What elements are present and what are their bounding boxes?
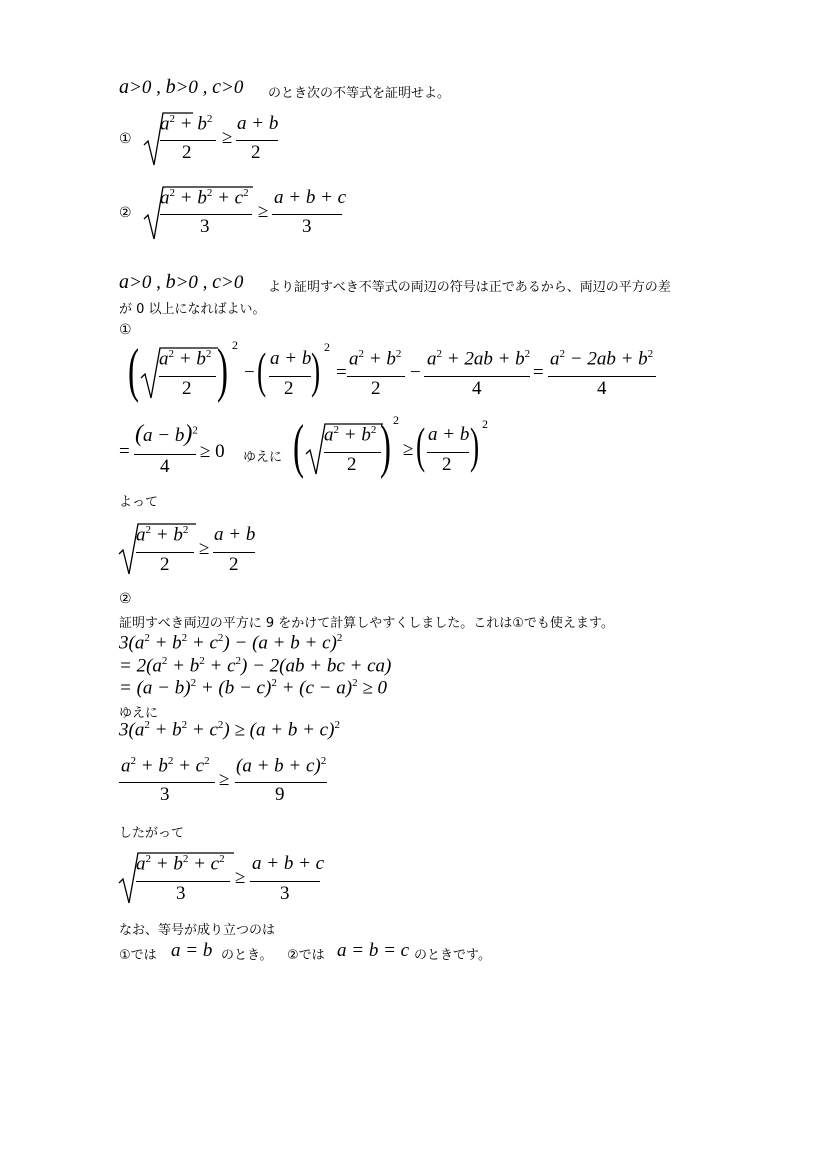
- problem-instruction: のとき次の不等式を証明せよ。: [268, 86, 451, 101]
- part2-line4: $3(a^2 + b^2 + c^2) \ge (a + b + c)^2$: [119, 719, 340, 741]
- intro-line-2: が 0 以上になればよい。: [119, 302, 266, 317]
- part2-line1: $3(a^2 + b^2 + c^2) - (a + b + c)^2$: [119, 632, 343, 654]
- item-marker-1: ①: [119, 131, 132, 147]
- shitagatte-label: したがって: [119, 826, 185, 841]
- solution-condition: a>0 , b>0 , c>0: [119, 271, 244, 293]
- item-marker-2: ②: [119, 205, 132, 221]
- part2-note: 証明すべき両辺の平方に 9 をかけて計算しやすくしました。これは①でも使えます。: [119, 616, 614, 631]
- equality-case1-label: ①では: [119, 948, 157, 963]
- equality-case1-math: a = b: [171, 940, 213, 961]
- equality-intro: なお、等号が成り立つのは: [119, 923, 276, 938]
- equality-case1-tail: のとき。: [221, 948, 273, 963]
- intro-line-1: より証明すべき不等式の両辺の符号は正であるから、両辺の平方の差: [268, 280, 671, 295]
- equality-case2-math: a = b = c: [337, 940, 410, 961]
- part2-line3: = $(a - b)^2 + (b - c)^2 + (c - a)^2 \ge 0$: [119, 677, 387, 699]
- equality-case2-label: ②では: [287, 948, 325, 963]
- part1-marker: ①: [119, 322, 132, 338]
- problem-condition: a>0 , b>0 , c>0: [119, 76, 244, 98]
- part2-yueni: ゆえに: [119, 706, 159, 721]
- yueni-label: ゆえに: [243, 450, 283, 465]
- yotte-label: よって: [119, 495, 159, 510]
- part2-marker: ②: [119, 591, 132, 607]
- equality-case2-tail: のときです。: [414, 948, 491, 963]
- part2-line2: = $2(a^2 + b^2 + c^2) - 2(ab$ + bc + ca): [119, 655, 392, 677]
